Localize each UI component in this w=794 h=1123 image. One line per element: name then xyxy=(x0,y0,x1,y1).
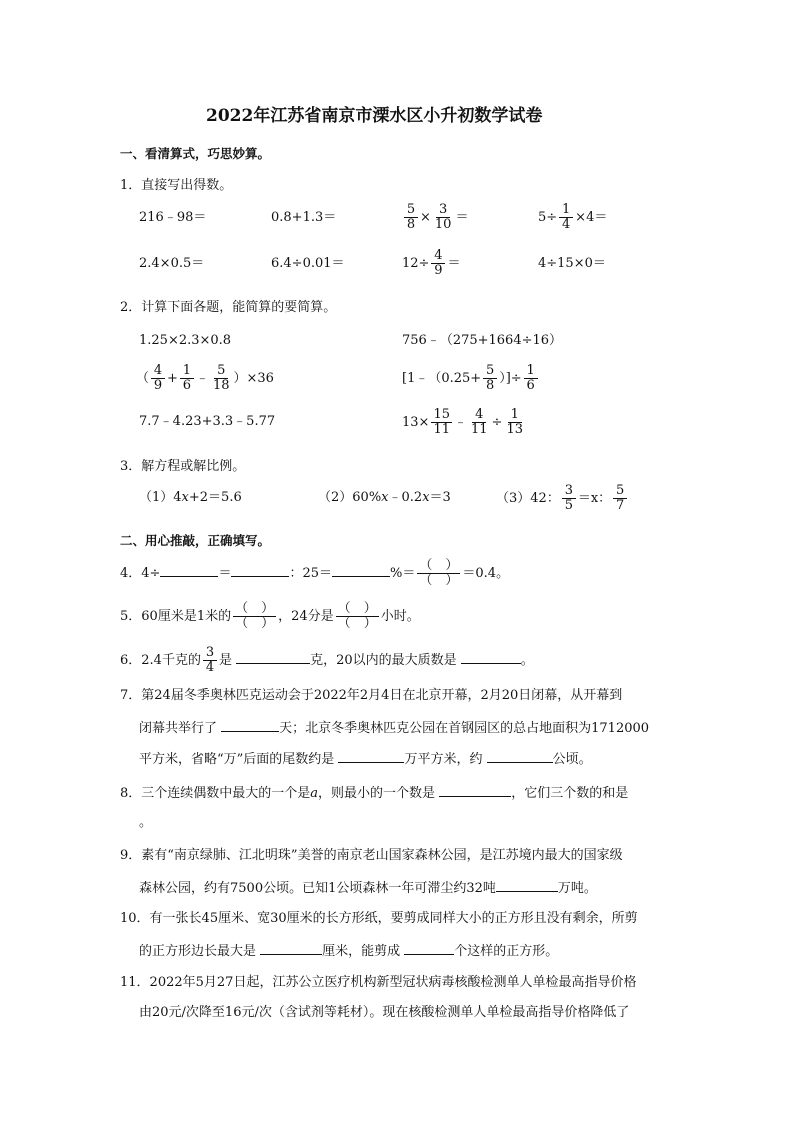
q4-blank-3[interactable] xyxy=(332,564,390,577)
q4-blank-fraction[interactable]: $\frac{( )}{( )}$ xyxy=(419,558,459,588)
q7-line-2: 闭幕共举行了 天；北京冬季奥林匹克公园在首钢园区的总占地面积为1712000 xyxy=(139,721,650,736)
q5-blank-fraction-2[interactable]: $\frac{( )}{( )}$ xyxy=(337,601,377,631)
q8-line-2: 。 xyxy=(139,815,153,830)
q1-r2c2: 6.4÷0.01＝ xyxy=(271,256,345,271)
q2-e: 7.7﹣4.23+3.3﹣5.77 xyxy=(139,414,276,429)
q2-b: 756﹣（275+1664÷16） xyxy=(402,333,563,348)
q2-f: 13× $\frac{15}{11}$ ﹣ $\frac{4}{11}$ ÷ $\frac{1}{13}$ xyxy=(402,407,523,437)
q4: 4．4÷ ＝ ：25＝ %＝ $\frac{( )}{( )}$ ＝0.4。 xyxy=(120,558,510,588)
q7-blank-2[interactable] xyxy=(338,750,404,763)
q10-line-1: 10．有一张长45厘米、宽30厘米的长方形纸，要剪成同样大小的正方形且没有剩余，所剪 xyxy=(120,911,638,926)
page-title: 2022年江苏省南京市溧水区小升初数学试卷 xyxy=(206,106,543,126)
q1-r2c1: 2.4×0.5＝ xyxy=(139,256,205,271)
q1-r1c3: $\frac{5}{8}$ × $\frac{3}{10}$ ＝ xyxy=(402,203,468,232)
q3-c: （3）42： $\frac{3}{5}$ ＝x： $\frac{5}{7}$ xyxy=(496,484,629,513)
q5: 5．60厘米是1米的 $\frac{( )}{( )}$ ，24分是 $\frac{( )}{( )}$ 小时。 xyxy=(120,601,420,631)
q6-blank-1[interactable] xyxy=(236,651,310,664)
section-2-heading: 二、用心推敲，正确填写。 xyxy=(120,533,271,548)
q7-line-1: 7．第24届冬季奥林匹克运动会于2022年2月4日在北京开幕，2月20日闭幕，从开幕到 xyxy=(120,688,623,703)
q3-label: 3．解方程或解比例。 xyxy=(120,459,246,474)
q4-blank-2[interactable] xyxy=(231,564,289,577)
q9-line-1: 9．素有“南京绿肺、江北明珠”美誉的南京老山国家森林公园，是江苏境内最大的国家级 xyxy=(120,848,623,863)
q9-line-2: 森林公园，约有7500公顷。已知1公顷森林一年可滞尘约32吨 万吨。 xyxy=(139,881,597,896)
q5-blank-fraction-1[interactable]: $\frac{( )}{( )}$ xyxy=(235,601,275,631)
q10-line-2: 的正方形边长最大是 厘米，能剪成 个这样的正方形。 xyxy=(139,944,559,959)
q9-blank-1[interactable] xyxy=(496,879,558,892)
q4-blank-1[interactable] xyxy=(160,564,218,577)
q1-r1c1: 216﹣98＝ xyxy=(139,210,207,225)
section-1-heading: 一、看清算式，巧思妙算。 xyxy=(120,146,271,161)
q3-a: （1）4x+2＝5.6 xyxy=(139,490,242,505)
q8-line-1: 8．三个连续偶数中最大的一个是a，则最小的一个数是 ，它们三个数的和是 xyxy=(120,786,629,801)
q1-r2c4: 4÷15×0＝ xyxy=(538,256,606,271)
q10-blank-2[interactable] xyxy=(404,942,454,955)
q6-blank-2[interactable] xyxy=(461,651,521,664)
q6: 6．2.4千克的 $\frac{3}{4}$ 是 克，20以内的最大质数是 。 xyxy=(120,645,534,675)
q2-label: 2．计算下面各题，能简算的要简算。 xyxy=(120,300,337,315)
q2-d: [1﹣（0.25+ $\frac{5}{8}$ ）]÷ $\frac{1}{6}$ xyxy=(402,364,540,393)
q11-line-1: 11．2022年5月27日起，江苏公立医疗机构新型冠状病毒核酸检测单人单检最高指导价格 xyxy=(120,975,637,990)
q1-label: 1．直接写出得数。 xyxy=(120,178,233,193)
q7-line-3: 平方米，省略“万”后面的尾数约是 万平方米，约 公顷。 xyxy=(139,752,592,767)
q1-r1c4: 5÷ $\frac{1}{4}$ ×4＝ xyxy=(538,202,608,232)
q11-line-2: 由20元/次降至16元/次（含试剂等耗材）。现在核酸检测单人单检最高指导价格降低了 xyxy=(139,1005,630,1020)
q7-blank-3[interactable] xyxy=(487,750,553,763)
q7-blank-1[interactable] xyxy=(221,719,279,732)
q10-blank-1[interactable] xyxy=(260,942,322,955)
q2-a: 1.25×2.3×0.8 xyxy=(139,333,232,348)
q3-b: （2）60%x﹣0.2x＝3 xyxy=(318,490,451,505)
q1-r2c3: 12÷ $\frac{4}{9}$ ＝ xyxy=(402,248,461,278)
q8-blank-1[interactable] xyxy=(439,784,511,797)
q2-c: （ $\frac{4}{9}$ + $\frac{1}{6}$ ﹣ $\frac{5}{18}$ ）×36 xyxy=(136,363,274,393)
q1-r1c2: 0.8+1.3＝ xyxy=(271,210,337,225)
